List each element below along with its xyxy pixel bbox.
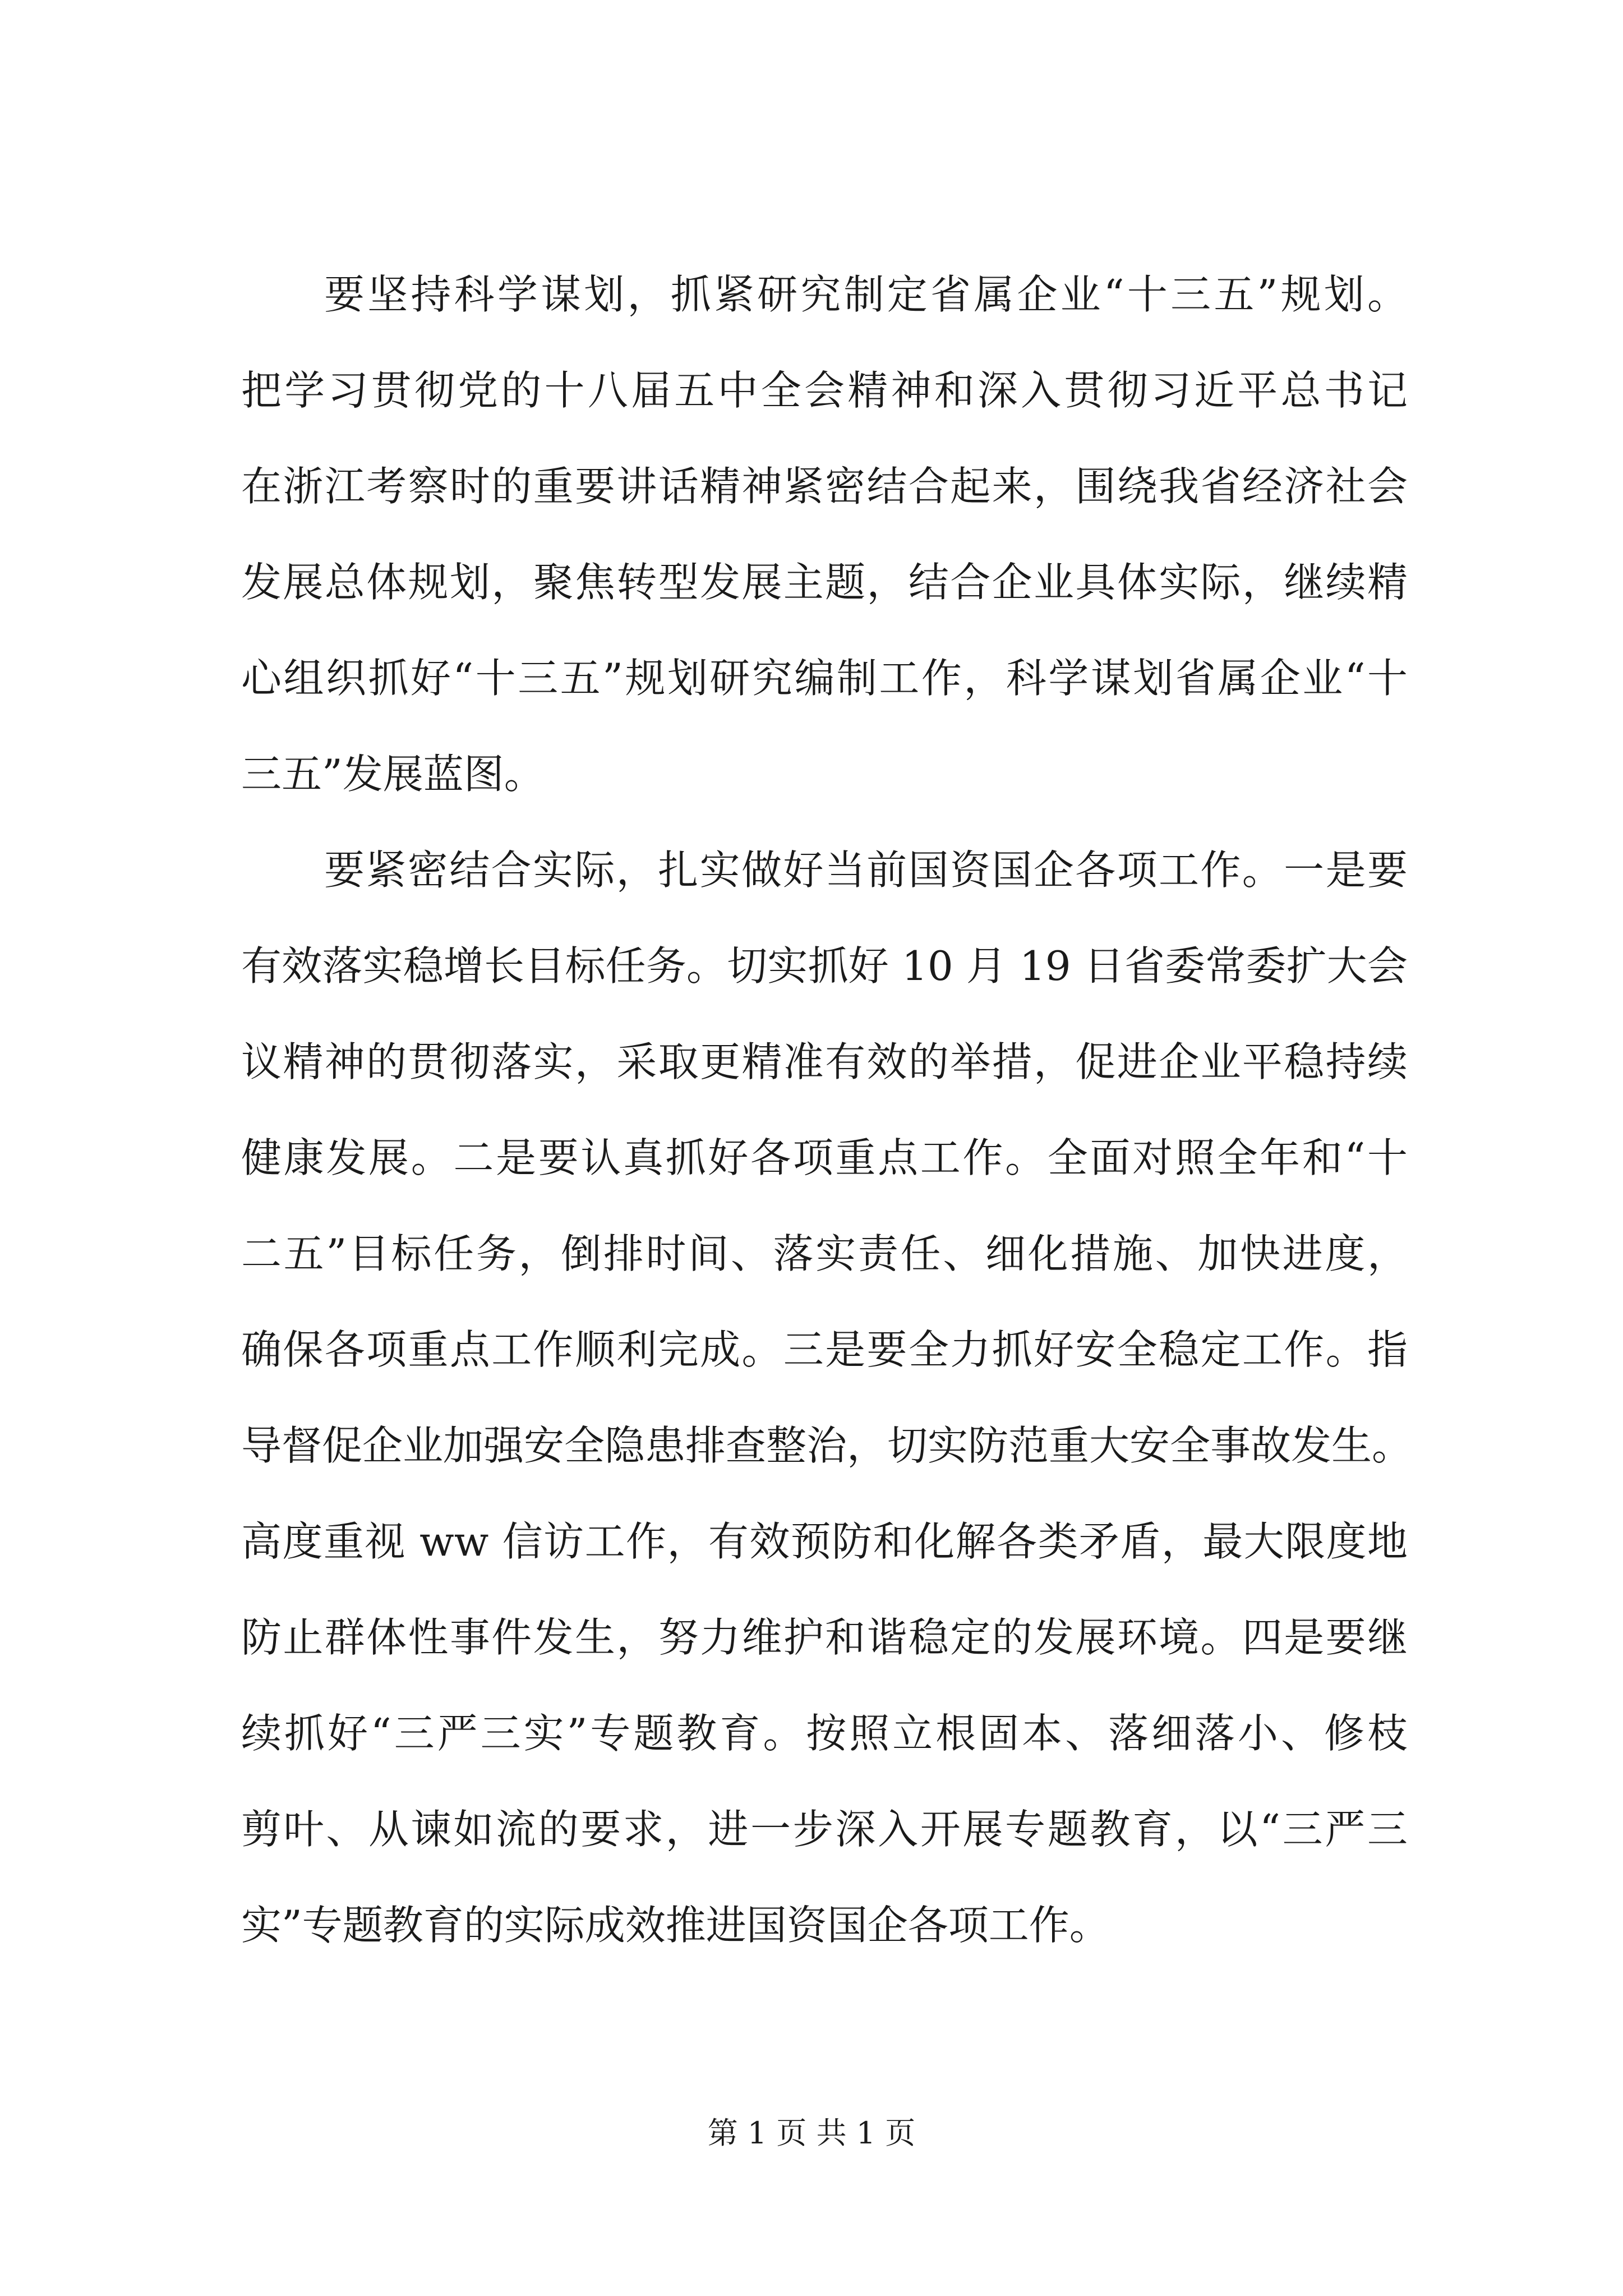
text-line: 确保各项重点工作顺利完成。三是要全力抓好安全稳定工作。指 bbox=[241, 1326, 1408, 1373]
text-line: 续抓好“三严三实”专题教育。按照立根固本、落细落小、修枝 bbox=[241, 1710, 1408, 1757]
text-line: 二五”目标任务，倒排时间、落实责任、细化措施、加快进度， bbox=[241, 1230, 1408, 1277]
text-line: 健康发展。二是要认真抓好各项重点工作。全面对照全年和“十 bbox=[241, 1134, 1408, 1181]
text-line: 发展总体规划，聚焦转型发展主题，结合企业具体实际，继续精 bbox=[241, 559, 1408, 606]
page-number-footer: 第 1 页 共 1 页 bbox=[707, 2115, 916, 2151]
text-line: 议精神的贯彻落实，采取更精准有效的举措，促进企业平稳持续 bbox=[241, 1038, 1408, 1085]
text-line: 要坚持科学谋划，抓紧研究制定省属企业“十三五”规划。 bbox=[324, 271, 1408, 318]
text-line: 三五”发展蓝图。 bbox=[241, 751, 545, 798]
text-line: 心组织抓好“十三五”规划研究编制工作，科学谋划省属企业“十 bbox=[241, 655, 1408, 702]
text-line: 有效落实稳增长目标任务。切实抓好 10 月 19 日省委常委扩大会 bbox=[241, 942, 1408, 990]
paragraph-1 bbox=[241, 247, 1408, 822]
text-line: 剪叶、从谏如流的要求，进一步深入开展专题教育，以“三严三 bbox=[241, 1806, 1408, 1853]
text-line: 把学习贯彻党的十八届五中全会精神和深入贯彻习近平总书记 bbox=[241, 367, 1408, 414]
text-line: 导督促企业加强安全隐患排查整治，切实防范重大安全事故发生。 bbox=[241, 1422, 1413, 1469]
text-line: 高度重视 ww 信访工作，有效预防和化解各类矛盾，最大限度地 bbox=[241, 1518, 1408, 1565]
text-line: 在浙江考察时的重要讲话精神紧密结合起来，围绕我省经济社会 bbox=[241, 463, 1408, 510]
document-body bbox=[241, 247, 1413, 1973]
text-line: 防止群体性事件发生，努力维护和谐稳定的发展环境。四是要继 bbox=[241, 1614, 1408, 1661]
text-line: 实”专题教育的实际成效推进国资国企各项工作。 bbox=[241, 1902, 1110, 1949]
text-line: 要紧密结合实际，扎实做好当前国资国企各项工作。一是要 bbox=[324, 846, 1408, 894]
paragraph-2 bbox=[241, 822, 1413, 1973]
